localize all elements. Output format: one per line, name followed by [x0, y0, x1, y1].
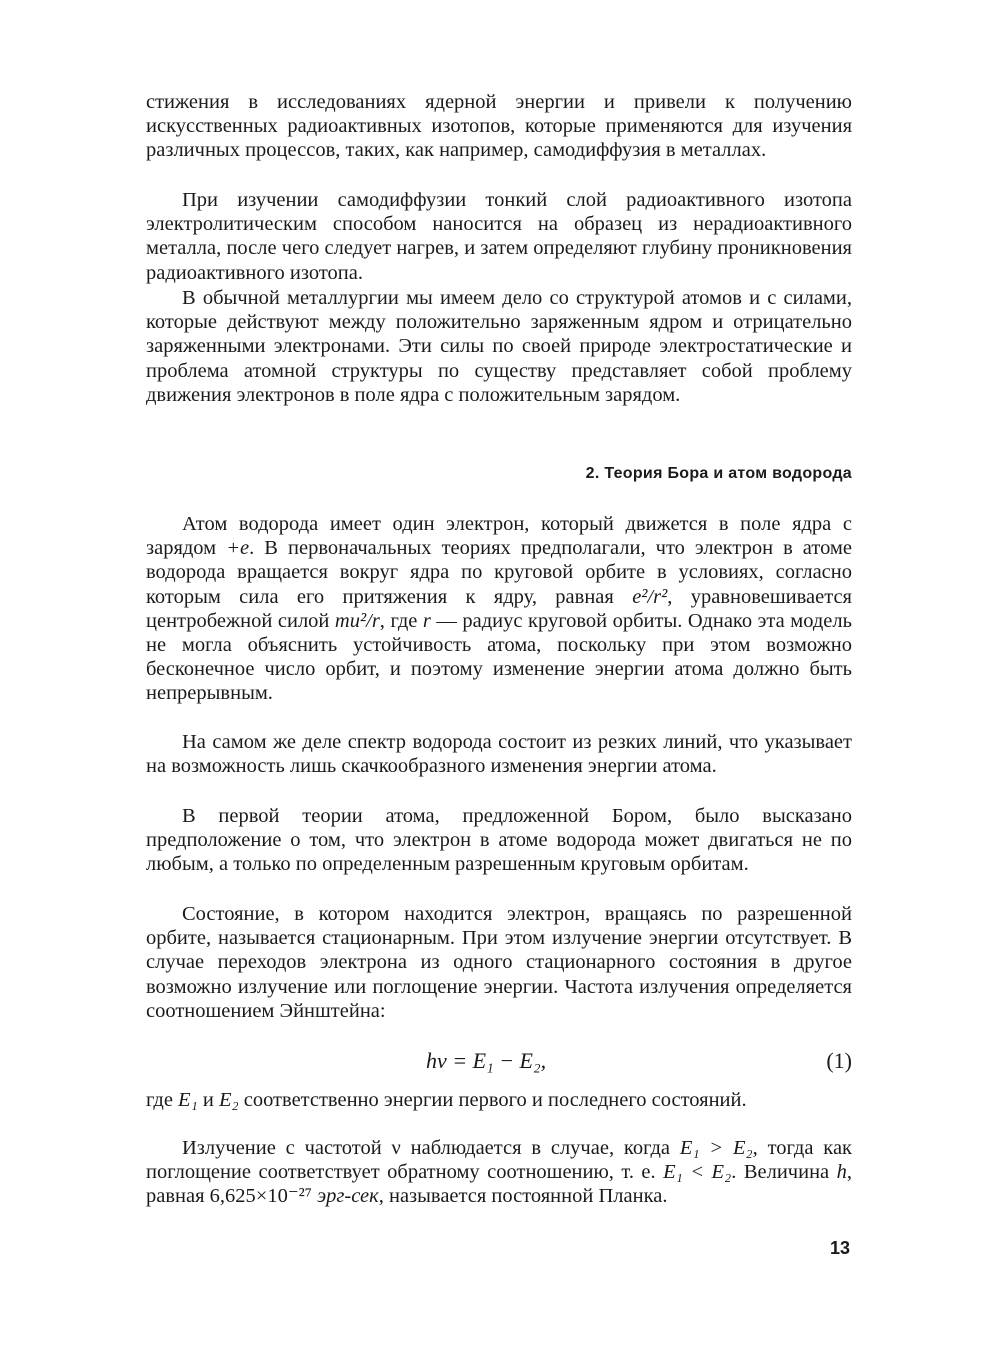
section-paragraph-3: В первой теории атома, предложенной Бором, было высказано предположение о том, что электрон в атоме водорода может двигаться не по любым, а только по определенным разрешенным круговым орбитам. [146, 805, 852, 876]
p6-text-f: , называется постоянной Планка. [378, 1185, 668, 1208]
section-paragraph-6 [146, 1136, 852, 1209]
centrifugal-expression: mu²/r [334, 609, 380, 632]
p1-text-a: Атом водорода имеет один электрон, который движется в поле ядра с зарядом [146, 513, 852, 560]
section-paragraph-5 [146, 1088, 852, 1112]
p1-text-e: — радиус круговой орбиты. Однако эта модель не могла объяснить устойчивость атома, поскольку при этом возможно бесконечное число орбит, и поэтому изменение энергии атома должно быть непрерывным. [146, 609, 852, 705]
p6-text-e: , равная 6,625×10⁻²⁷ [146, 1161, 852, 1208]
section-paragraph-1 [146, 512, 852, 706]
p1-text-d: , где [379, 609, 423, 632]
p5-text-b: и [197, 1089, 219, 1111]
section-paragraph-4: Состояние, в котором находится электрон, вращаясь по разрешенной орбите, называется стационарным. При этом излучение энергии отсутствует. В случае переходов электрона из одного стационарного состояния в другое возможно излучение или поглощение энергии. Частота излучения определяется соотношением Эйнштейна: [146, 903, 852, 1022]
formula-row [146, 1048, 852, 1078]
p1-text-c: , уравновешивается центробежной силой [146, 585, 852, 632]
p1-text-b: . В первоначальных теориях предполагали, что электрон в атоме водорода вращается вокруг ядра по круговой орбите в условиях, согласно которым сила его притяжения к ядру, равная [146, 537, 852, 608]
emission-condition: E₁ > E₂ [679, 1137, 753, 1159]
intro-paragraph-2: При изучении самодиффузии тонкий слой радиоактивного изотопа электролитическим способом наносится на образец из нерадиоактивного металла, после чего следует нагрев, и затем определяют глубину проникновения радиоактивного изотопа. [146, 189, 852, 284]
radius-symbol: r [422, 609, 431, 632]
charge-symbol: +e [226, 537, 250, 560]
p5-text-a: где [146, 1089, 179, 1111]
planck-unit: эрг-сек [317, 1185, 379, 1208]
force-expression: e²/r² [632, 585, 668, 608]
formula-number: (1) [826, 1048, 852, 1073]
frequency-symbol: ν [391, 1137, 401, 1159]
section-paragraph-2: На самом же деле спектр водорода состоит из резких линий, что указывает на возможность лишь скачкообразного изменения энергии атома. [146, 731, 852, 778]
intro-paragraph-1: стижения в исследованиях ядерной энергии и привели к получению искусственных радиоактивных изотопов, которые применяются для изучения различных процессов, таких, как например, самодиффузия в металлах. [146, 91, 852, 162]
p5-text-c: соответственно энергии первого и последнего состояний. [238, 1089, 747, 1111]
intro-paragraph-3: В обычной металлургии мы имеем дело со структурой атомов и с силами, которые действуют между положительно заряженным ядром и отрицательно заряженными электронами. Эти силы по своей природе электростатические и проблема атомной структуры по существу представляет собой проблему движения электронов в поле ядра с положительным зарядом. [146, 287, 852, 406]
planck-symbol: h [836, 1161, 847, 1184]
einstein-formula: hν = E₁ − E₂, [426, 1048, 547, 1073]
energy-e2: E₂ [218, 1089, 239, 1111]
energy-e1: E₁ [178, 1089, 198, 1111]
p6-text-a: Излучение с частотой [182, 1137, 392, 1159]
absorption-condition: E₁ < E₂ [663, 1161, 732, 1184]
section-title: 2. Теория Бора и атом водорода [585, 465, 852, 482]
p6-text-c: , тогда как поглощение соответствует обратному соотношению, т. е. [146, 1137, 852, 1184]
p6-text-d: . Величина [731, 1161, 837, 1184]
p6-text-b: наблюдается в случае, когда [400, 1137, 680, 1159]
page-number: 13 [830, 1238, 851, 1258]
